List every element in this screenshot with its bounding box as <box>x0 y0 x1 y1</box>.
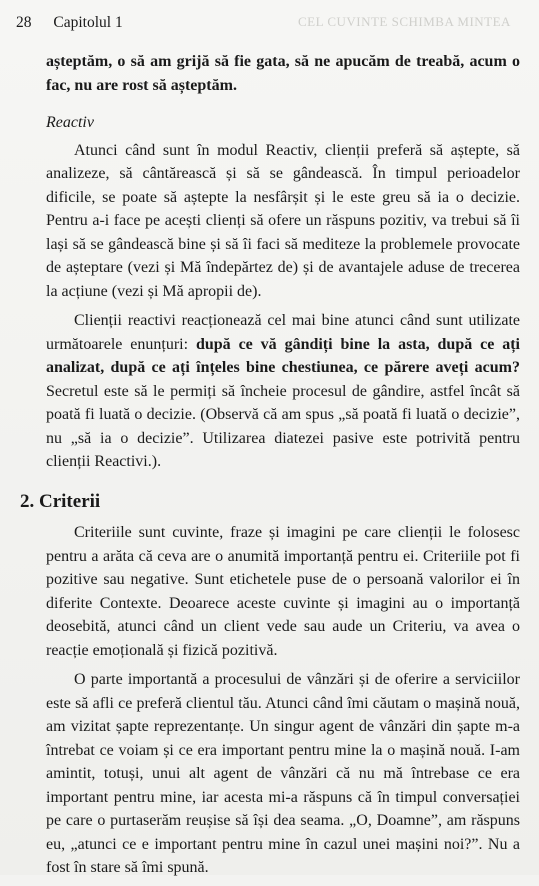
paragraph-reactive-2-end: Secretul este să le permiți să încheie procesul de gândire, astfel încât să poată fi luată o decizie. (Observă că am spus „să poată fi luată o decizie”, nu „să ia o decizie”. Utilizarea diatezei pasive este potrivită pentru clienții Reactivi.). <box>46 382 520 470</box>
paragraph-criteria-1: Criteriile sunt cuvinte, fraze și imagini pe care clienții le folosesc pentru a arăta că ceva are o anumită importanță pentru ei. Criteriile pot fi pozitive sau negative. Sunt etichetele puse de o persoană valorilor ei în diferite Contexte. Deoarece aceste cuvinte și imagini au o importanță deosebită, atunci când un client vede sau aude un Criteriu, va avea o reacție emoțională și fizică pozitivă. <box>46 524 520 659</box>
paragraph-criteria-2: O parte importantă a procesului de vânzări și de oferire a serviciilor este să afli ce preferă clientul tău. Atunci când îmi căutam o mașină nouă, am vizitat șapte reprezentanțe. Un singur agent de vânzări din șapte m-a întrebat ce voiam și ce era important pentru mine la o mașină nouă. I-am amintit, totuși, unui alt agent de vânzări că nu mă întrebase ce era important pentru mine, iar acesta mi-a răspuns că în timpul conversației pe care o purtaserăm reușise să își dea seama. „O, Doamne”, am răspuns eu, „atunci ce e important pentru mine în cazul unei mașini noi?”. Nu a fost în stare să îmi spună. <box>46 671 520 876</box>
running-header <box>16 14 123 32</box>
paragraph-reactive-2 <box>46 309 520 474</box>
paragraph-reactive-2-bold: după ce vă gândiți bine la asta, după ce ați analizat, după ce ați înțeles bine chestiunea, ce părere aveți acum? <box>46 335 520 376</box>
section-title: 2. Criterii <box>20 490 101 512</box>
bleed-through-header: CEL CUVINTE SCHIMBA MINTEA <box>298 14 511 29</box>
page-number: 28 <box>16 14 32 31</box>
paragraph-reactive-1: Atunci când sunt în modul Reactiv, clienții preferă să aștepte, să analizeze, să cântărească și să se gândească. În timpul perioadelor dificile, se poate să aștepte la nesfârșit și le este greu să ia o decizie. Pentru a-i face pe acești clienți să ofere un răspuns pozitiv, va trebui să îi lași să se gândească bine și să îi faci să mediteze la problemele provocate de așteptare (vezi și Mă îndepărtez de) și de avantajele aduse de trecerea la acțiune (vezi și Mă apropii de). <box>46 141 520 300</box>
lead-paragraph: așteptăm, o să am grijă să fie gata, să ne apucăm de treabă, acum o fac, nu are rost să așteptăm. <box>46 53 520 94</box>
subheading-reactive: Reactiv <box>46 114 94 131</box>
page-body <box>20 50 520 886</box>
paragraph-reactive-2-start: Clienții reactivi reacționează cel mai bine atunci când sunt utilizate următoarele enunțuri: <box>46 312 520 353</box>
chapter-title: Capitolul 1 <box>53 14 123 31</box>
